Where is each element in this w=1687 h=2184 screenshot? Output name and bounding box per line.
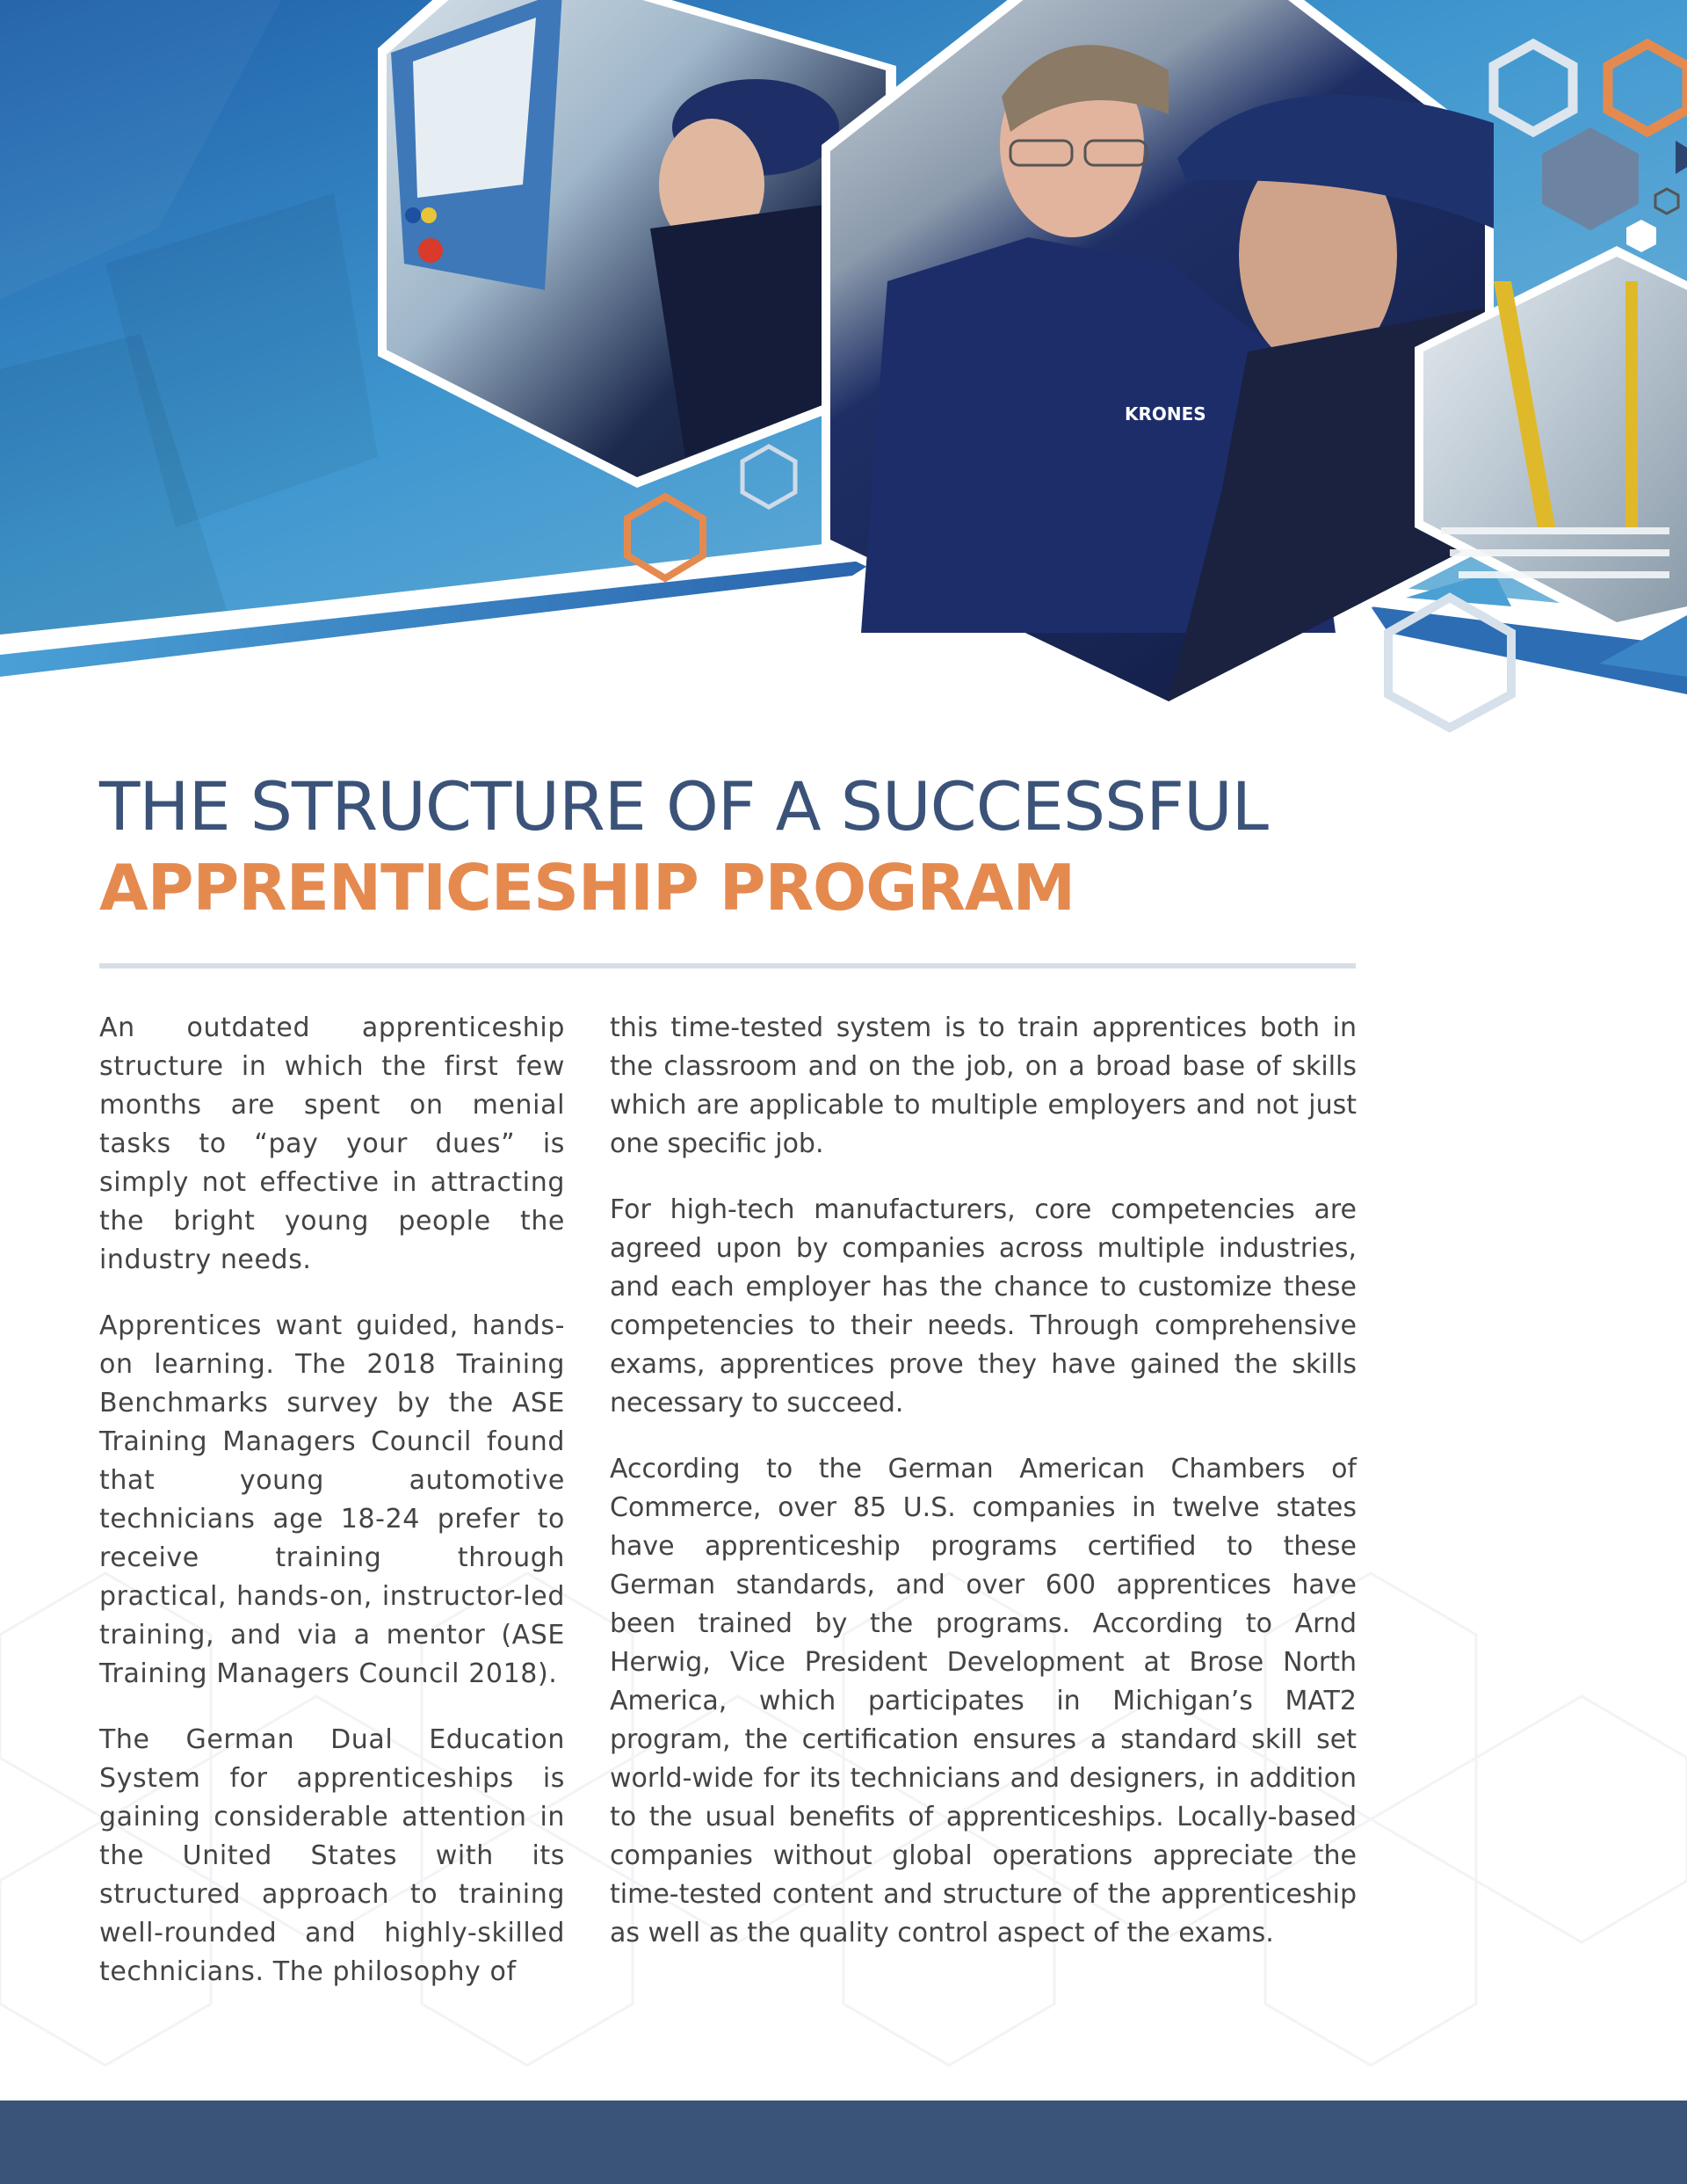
- footer-band: [0, 2101, 1687, 2184]
- paragraph: Apprentices want guided, hands-on learning. The 2018 Training Benchmarks survey by the ASE Training Managers Council found that young automotive technicians age 18-24 prefer to receive training through practical, hands-on, instructor-led training, and via a mentor (ASE Training Managers Council 2018).: [99, 1310, 565, 1689]
- title-line-1: THE STRUCTURE OF A SUCCESSFUL: [99, 767, 1268, 845]
- title-divider: [99, 963, 1356, 969]
- left-column: [99, 1009, 565, 2019]
- title-line-2: APPRENTICESHIP PROGRAM: [99, 851, 1075, 925]
- instructor-and-apprentice-photo: [822, 0, 1494, 712]
- page-title: [99, 766, 1365, 928]
- paragraph: According to the German American Chambers of Commerce, over 85 U.S. companies in twelve states have apprenticeship programs certified to these German standards, and over 600 apprentices have been trained by the programs. According to Arnd Herwig, Vice President Development at Brose North America, which participates in Michigan’s MAT2 program, the certification ensures a standard skill set world-wide for its technicians and designers, in addition to the usual benefits of apprenticeships. Locally-based companies without global operations appreciate the time-tested content and structure of the apprenticeship as well as the quality control aspect of the exams.: [610, 1454, 1357, 1948]
- paragraph: this time-tested system is to train apprentices both in the classroom and on the job, on a broad base of skills which are applicable to multiple employers and not just one specific job.: [610, 1012, 1357, 1159]
- right-column: [610, 1009, 1357, 1980]
- paragraph: The German Dual Education System for apprenticeships is gaining considerable attention in the United States with its structured approach to training well-rounded and highly-skilled technicians. The philosophy of: [99, 1724, 565, 1987]
- paragraph: For high-tech manufacturers, core competencies are agreed upon by companies across multiple industries, and each employer has the chance to customize these competencies to their needs. Through comprehensive exams, apprentices prove they have gained the skills necessary to succeed.: [610, 1194, 1357, 1419]
- paragraph: An outdated apprenticeship structure in which the first few months are spent on menial tasks to “pay your dues” is simply not effective in attracting the bright young people the industry needs.: [99, 1012, 565, 1275]
- krones-shirt-logo: KRONES: [1125, 403, 1206, 424]
- hero-banner: [0, 0, 1687, 738]
